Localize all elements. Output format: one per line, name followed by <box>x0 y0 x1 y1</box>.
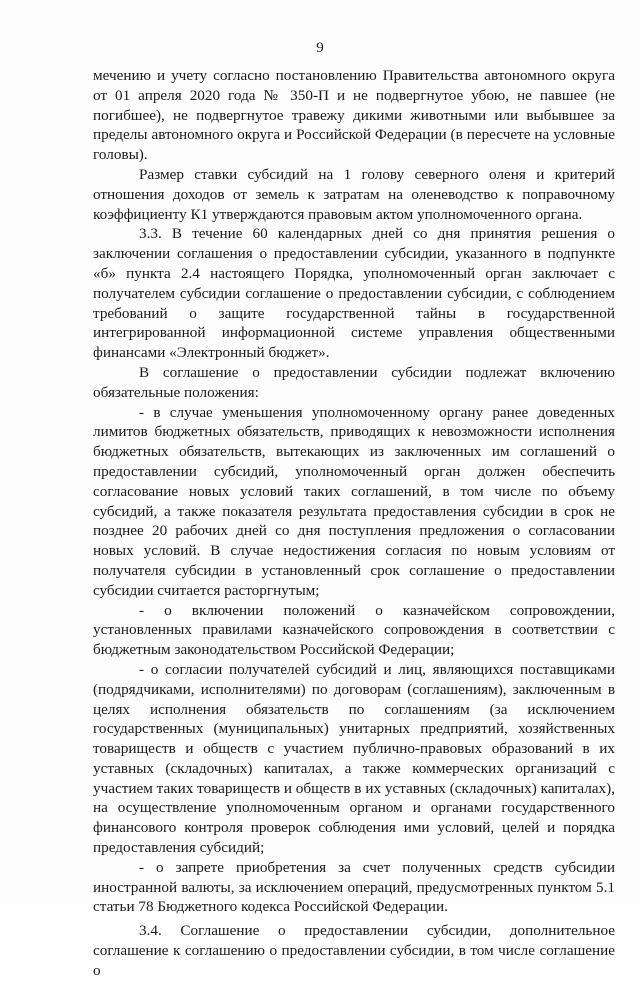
paragraph-1: мечению и учету согласно постановлению Правительства автономного округа от 01 апреля 2020 года № 350-П и не подвергнутое убою, не павшее (не погибшее), не подвергнутое травежу дикими животными или выбывшее за пределы автономного округа и Российской Федерации (в пересчете на условные головы). <box>93 67 615 164</box>
paragraph-7: - о согласии получателей субсидий и лиц, являющихся поставщиками (подрядчиками, исполнителями) по договорам (соглашениям), заключенным в целях исполнения обязательств по соглашениям (за исключением государственных (муниципальных) унитарных предприятий, хозяйственных товариществ и обществ с участием публично-правовых образований в их уставных (складочных) капиталах, а также коммерческих организаций с участием таких товариществ и обществ в их уставных (складочных) капиталах), на осуществление уполномоченным органом и органами государственного финансового контроля проверок соблюдения ими условий, целей и порядка предоставления субсидий; <box>93 660 615 857</box>
paragraph-9: 3.4. Соглашение о предоставлении субсидии, дополнительное соглашение к соглашению о предоставлении субсидии, в том числе соглашение о <box>93 922 615 979</box>
paragraph-8: - о запрете приобретения за счет полученных средств субсидии иностранной валюты, за исключением операций, предусмотренных пунктом 5.1 статьи 78 Бюджетного кодекса Российской Федерации. <box>93 858 615 916</box>
paragraph-3: 3.3. В течение 60 календарных дней со дня принятия решения о заключении соглашения о предоставлении субсидии, указанного в подпункте «б» пункта 2.4 настоящего Порядка, уполномоченный орган заключает с получателем субсидии соглашение о предоставлении субсидии, с соблюдением требований о защите государственной тайны в государственной интегрированной информационной системе управления общественными финансами «Электронный бюджет». <box>93 225 615 362</box>
paragraph-4: В соглашение о предоставлении субсидии подлежат включению обязательные положения: <box>93 363 615 401</box>
paragraph-6: - о включении положений о казначейском сопровождении, установленных правилами казначейского сопровождения в соответствии с бюджетным законодательством Российской Федерации; <box>93 601 615 659</box>
paragraph-5: - в случае уменьшения уполномоченному органу ранее доведенных лимитов бюджетных обязательств, приводящих к невозможности исполнения бюджетных обязательств, вытекающих из заключенных им соглашений о предоставлении субсидий, уполномоченный орган должен обеспечить согласование новых условий таких соглашений, в том числе по объему субсидий, а также показателя результата предоставления субсидии в срок не позднее 20 рабочих дней со дня поступления предложения о согласовании новых условий. В случае недостижения согласия по новым условиям от получателя субсидии в установленный срок соглашение о предоставлении субсидии считается расторгнутым; <box>93 403 615 599</box>
paragraph-2: Размер ставки субсидий на 1 голову северного оленя и критерий отношения доходов от земель к затратам на оленеводство к поправочному коэффициенту К1 утверждаются правовым актом уполномоченного органа. <box>93 165 615 223</box>
page-number: 9 <box>316 40 324 56</box>
document-body <box>93 66 615 981</box>
